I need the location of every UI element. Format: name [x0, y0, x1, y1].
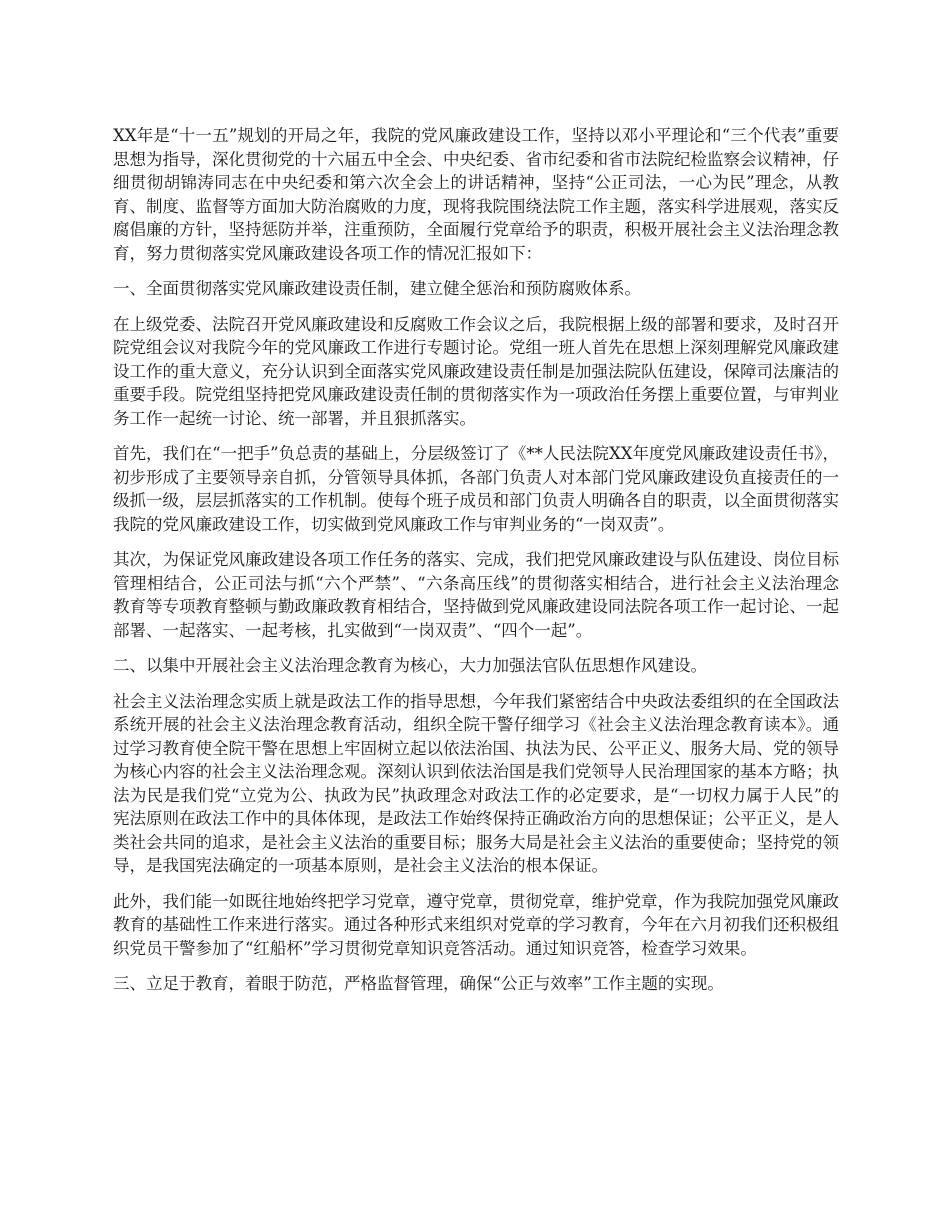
intro-paragraph: XX年是“十一五”规划的开局之年，我院的党风廉政建设工作，坚持以邓小平理论和“三个代表”重要思想为指导，深化贯彻党的十六届五中全会、中央纪委、省市纪委和省市法院纪检监察会议精神，仔细贯彻胡锦涛同志在中央纪委和第六次全会上的讲话精神，坚持“公正司法，一心为民”理念，从教育、制度、监督等方面加大防治腐败的力度，现将我院围绕法院工作主题，落实科学进展观，落实反腐倡廉的方针，坚持惩防并举，注重预防，全面履行党章给予的职责，积极开展社会主义法治理念教育，努力贯彻落实党风廉政建设各项工作的情况汇报如下：: [113, 126, 839, 263]
section-heading-1: 一、全面贯彻落实党风廉政建设责任制，建立健全惩治和预防腐败体系。: [113, 279, 641, 298]
body-paragraph: 其次，为保证党风廉政建设各项工作任务的落实、完成，我们把党风廉政建设与队伍建设、岗位目标管理相结合，公正司法与抓“六个严禁”、“六条高压线”的贯彻落实相结合，进行社会主义法治理念教育等专项教育整顿与勤政廉政教育相结合，坚持做到党风廉政建设同法院各项工作一起讨论、一起部署、一起落实、一起考核，扎实做到“一岗双责”、“四个一起”。: [113, 550, 839, 640]
body-paragraph: 首先，我们在“一把手”负总责的基础上，分层级签订了《**人民法院XX年度党风廉政建设责任书》，初步形成了主要领导亲自抓，分管领导具体抓，各部门负责人对本部门党风廉政建设负直接责任的一级抓一级，层层抓落实的工作机制。使每个班子成员和部门负责人明确各自的职责，以全面贯彻落实我院的党风廉政建设工作，切实做到党风廉政工作与审判业务的“一岗双责”。: [113, 444, 839, 534]
section-heading-2: 二、以集中开展社会主义法治理念教育为核心，大力加强法官队伍思想作风建设。: [113, 656, 707, 675]
body-paragraph: 此外，我们能一如既往地始终把学习党章，遵守党章，贯彻党章，维护党章，作为我院加强党风廉政教育的基础性工作来进行落实。通过各种形式来组织对党章的学习教育，今年在六月初我们还积极组织党员干警参加了“红船杯”学习贯彻党章知识竞答活动。通过知识竞答，检查学习效果。: [113, 891, 839, 958]
body-paragraph: 在上级党委、法院召开党风廉政建设和反腐败工作会议之后，我院根据上级的部署和要求，及时召开院党组会议对我院今年的党风廉政工作进行专题讨论。党组一班人首先在思想上深刻理解党风廉政建设工作的重大意义，充分认识到全面落实党风廉政建设责任制是加强法院队伍建设，保障司法廉洁的重要手段。院党组坚持把党风廉政建设责任制的贯彻落实作为一项政治任务摆上重要位置，与审判业务工作一起统一讨论、统一部署，并且狠抓落实。: [113, 314, 839, 428]
document-page: [113, 124, 839, 1008]
body-paragraph: 社会主义法治理念实质上就是政法工作的指导思想，今年我们紧密结合中央政法委组织的在全国政法系统开展的社会主义法治理念教育活动，组织全院干警仔细学习《社会主义法治理念教育读本》。通过学习教育使全院干警在思想上牢固树立起以依法治国、执法为民、公平正义、服务大局、党的领导为核心内容的社会主义法治理念观。深刻认识到依法治国是我们党领导人民治理国家的基本方略；执法为民是我们党“立党为公、执政为民”执政理念对政法工作的必定要求，是“一切权力属于人民”的宪法原则在政法工作中的具体体现，是政法工作始终保持正确政治方向的思想保证；公平正义，是人类社会共同的追求，是社会主义法治的重要目标；服务大局是社会主义法治的重要使命；坚持党的领导，是我国宪法确定的一项基本原则，是社会主义法治的根本保证。: [113, 691, 839, 875]
section-heading-3: 三、立足于教育，着眼于防范，严格监督管理，确保“公正与效率”工作主题的实现。: [113, 974, 724, 993]
